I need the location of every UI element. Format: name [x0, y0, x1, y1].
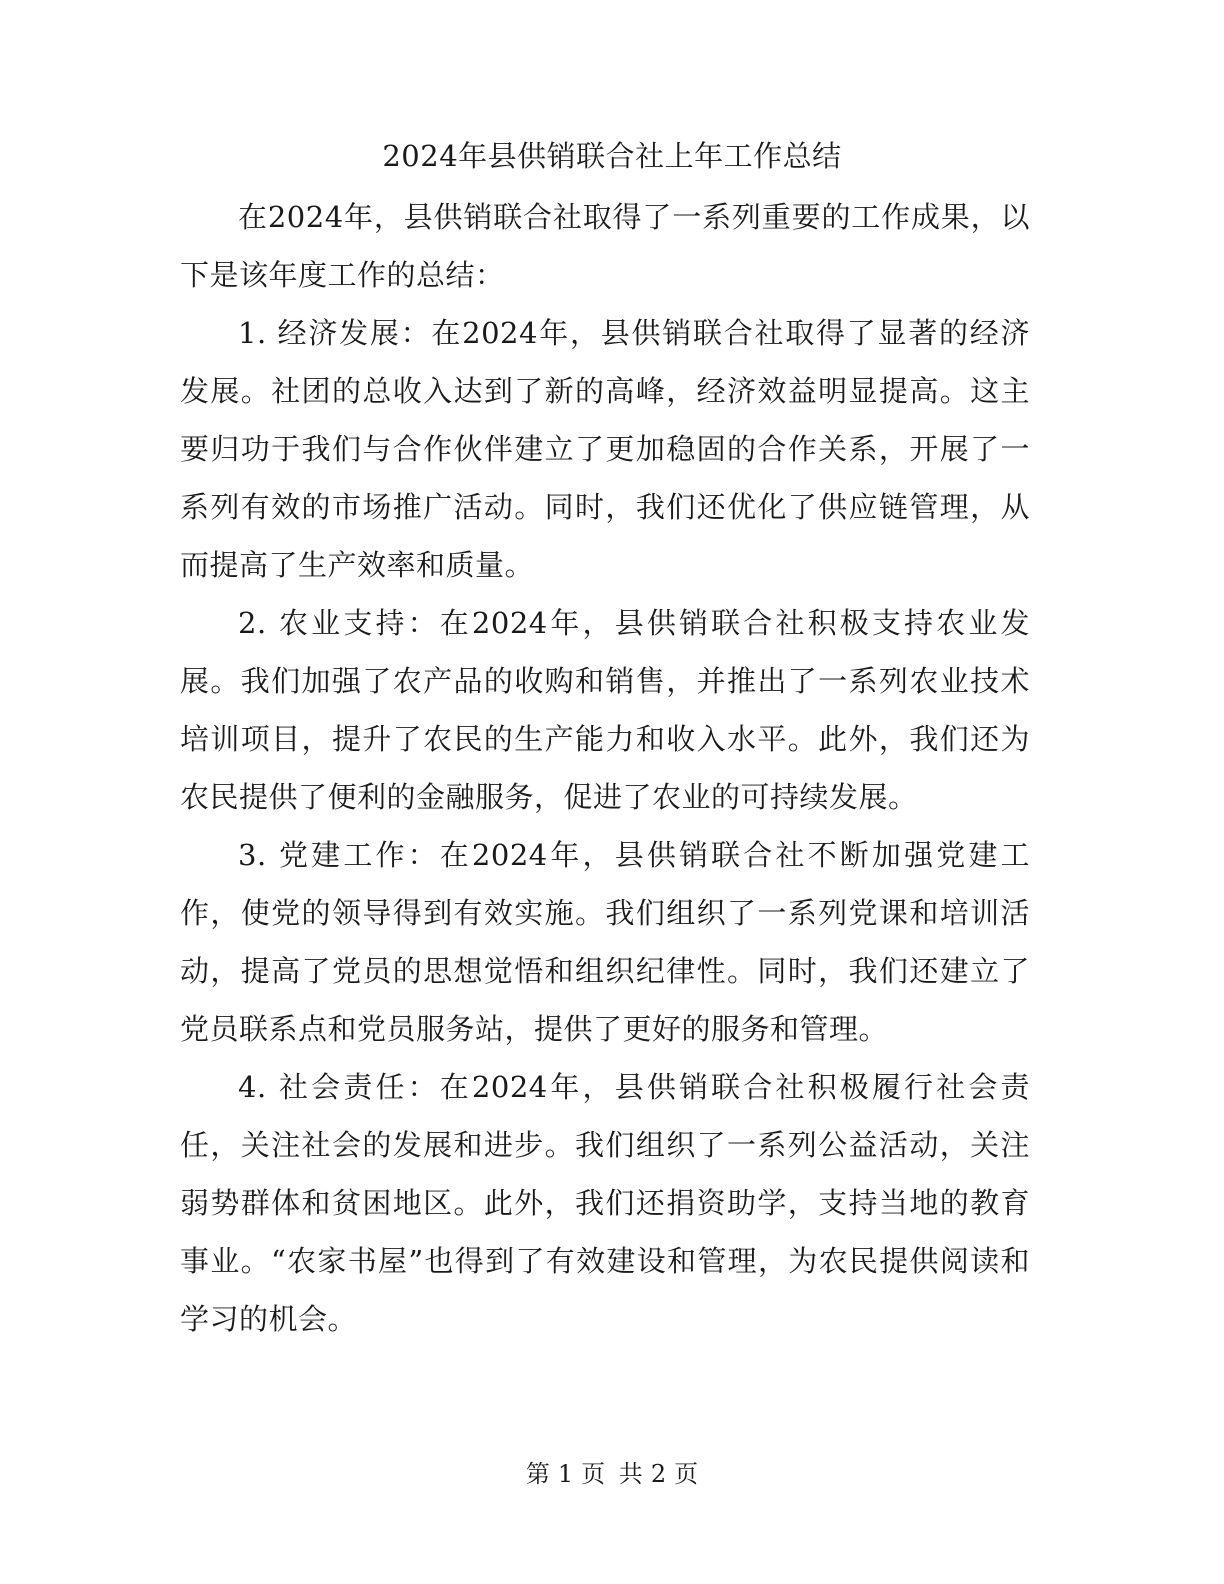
section-party-building: 3. 党建工作：在2024年，县供销联合社不断加强党建工作，使党的领导得到有效实施。我们组织了一系列党课和培训活动，提高了党员的思想觉悟和组织纪律性。同时，我们还建立了党员联系点和党员服务站，提供了更好的服务和管理。	[180, 838, 1030, 1046]
page-label-suffix: 页	[674, 1460, 699, 1488]
page-label-mid: 页 共	[581, 1460, 643, 1488]
document-title: 2024年县供销联合社上年工作总结	[382, 139, 842, 173]
intro-paragraph: 在2024年，县供销联合社取得了一系列重要的工作成果，以下是该年度工作的总结：	[180, 200, 1030, 292]
section-agriculture-support: 2. 农业支持：在2024年，县供销联合社积极支持农业发展。我们加强了农产品的收购和销售，并推出了一系列农业技术培训项目，提升了农民的生产能力和收入水平。此外，我们还为农民提供了便利的金融服务，促进了农业的可持续发展。	[180, 606, 1030, 814]
current-page-number: 1	[557, 1460, 574, 1488]
page-label-prefix: 第	[525, 1460, 550, 1488]
section-social-responsibility: 4. 社会责任：在2024年，县供销联合社积极履行社会责任，关注社会的发展和进步。我们组织了一系列公益活动，关注弱势群体和贫困地区。此外，我们还捐资助学，支持当地的教育事业。“农家书屋”也得到了有效建设和管理，为农民提供阅读和学习的机会。	[180, 1070, 1030, 1336]
document-body	[180, 188, 1030, 1348]
page-footer	[0, 1454, 1224, 1494]
total-pages-number: 2	[650, 1460, 667, 1488]
section-economic-development: 1. 经济发展：在2024年，县供销联合社取得了显著的经济发展。社团的总收入达到了新的高峰，经济效益明显提高。这主要归功于我们与合作伙伴建立了更加稳固的合作关系，开展了一系列有效的市场推广活动。同时，我们还优化了供应链管理，从而提高了生产效率和质量。	[180, 316, 1030, 582]
